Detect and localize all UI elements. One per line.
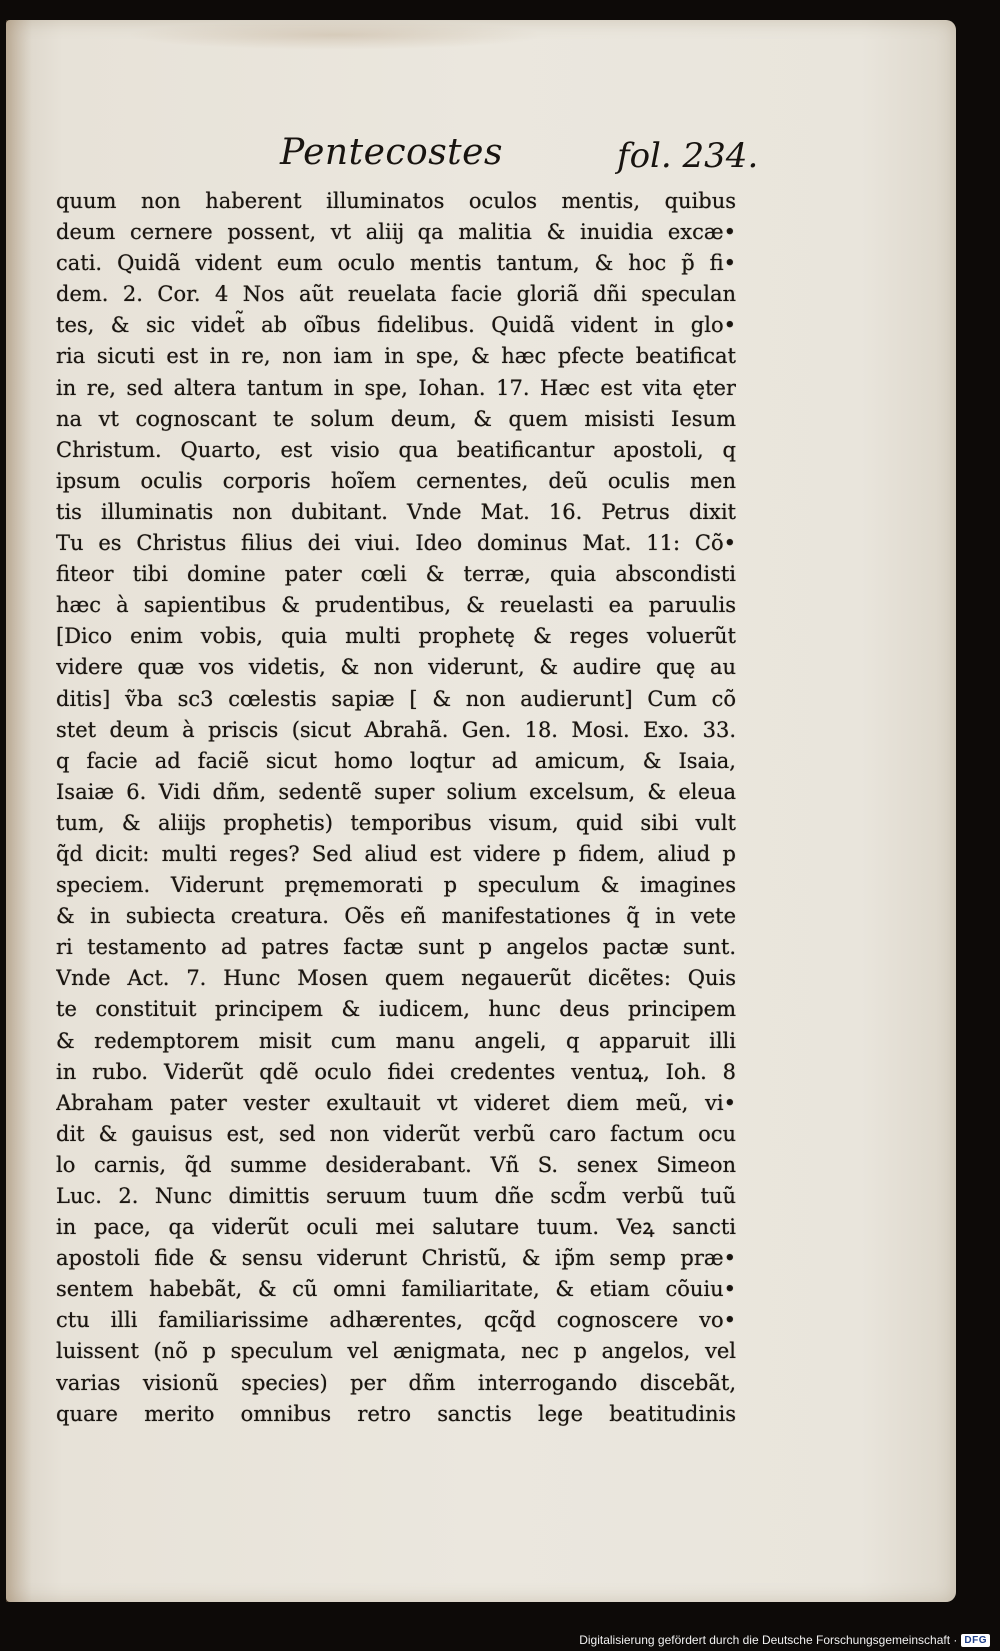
text-line: Luc. 2. Nunc dimittis seruum tuum dñe scd̃m verbũ tuũ: [56, 1184, 736, 1208]
text-line: deum cernere possent, vt aliĳ qa malitia & inuidia excæ•: [56, 220, 736, 245]
page-edge-stain: [6, 20, 32, 1602]
text-line: in re, sed altera tantum in spe, Iohan. 17. Hæc est vita ęter: [56, 375, 736, 400]
text-line: & in subiecta creatura. Oẽs eñ manifestationes q̃ in vete: [56, 904, 736, 929]
text-line: te constituit principem & iudicem, hunc deus principem: [56, 997, 736, 1022]
text-line: in rubo. Viderũt qdẽ oculo fidei credentes ventuꝝ, Ioh. 8: [56, 1059, 736, 1084]
text-line: fiteor tibi domine pater cœli & terræ, quia abscondisti: [56, 562, 736, 587]
text-line: sentem habebãt, & cũ omni familiaritate, & etiam cõuiu•: [56, 1277, 736, 1302]
text-line: quare merito omnibus retro sanctis lege beatitudinis: [56, 1401, 736, 1426]
text-line: hæc à sapientibus & prudentibus, & reuelasti ea paruulis: [56, 593, 736, 618]
text-line: dit & gauisus est, sed non viderũt verbũ caro factum ocu: [56, 1121, 736, 1146]
text-line: tes, & sic videt̃ ab oĩbus fidelibus. Quidã vident in glo•: [56, 313, 736, 338]
text-line: lo carnis, q̃d summe desiderabant. Vñ S. senex Simeon: [56, 1152, 736, 1177]
text-line: cati. Quidã vident eum oculo mentis tantum, & hoc p̃ fi•: [56, 251, 736, 276]
text-line: dem. 2. Cor. 4 Nos aũt reuelata facie gloriã dñi speculan: [56, 282, 736, 307]
text-line: Isaiæ 6. Vidi dñm, sedentẽ super solium excelsum, & eleua: [56, 779, 736, 804]
running-title: Pentecostes: [280, 132, 503, 173]
text-line: ria sicuti est in re, non iam in spe, & hæc pfecte beatificat: [56, 344, 736, 369]
text-line: Tu es Christus filius dei viui. Ideo dominus Mat. 11: Cõ•: [56, 531, 736, 556]
text-line: tis illuminatis non dubitant. Vnde Mat. 16. Petrus dixit: [56, 499, 736, 524]
text-line: ipsum oculis corporis hoĩem cernentes, deũ oculis men: [56, 468, 736, 493]
text-line: luissent (nõ p speculum vel ænigmata, nec p angelos, vel: [56, 1339, 736, 1364]
body-text: [56, 186, 736, 1430]
text-line: varias visionũ species) per dñm interrogando discebãt,: [56, 1370, 736, 1395]
folio-number: fol. 234.: [617, 136, 759, 176]
text-line: ditis] ṽba sc3 cœlestis sapiæ [ & non audierunt] Cum cõ: [56, 686, 736, 711]
credit-text: Digitalisierung gefördert durch die Deutsche Forschungsgemeinschaft ·: [579, 1633, 958, 1647]
text-line: & redemptorem misit cum manu angeli, q apparuit illi: [56, 1028, 736, 1053]
text-line: q facie ad faciẽ sicut homo loqtur ad amicum, & Isaia,: [56, 748, 736, 773]
text-line: na vt cognoscant te solum deum, & quem misisti Iesum: [56, 406, 736, 431]
text-line: Christum. Quarto, est visio qua beatificantur apostoli, q: [56, 437, 736, 462]
text-line: ctu illi familiarissime adhærentes, qcq̃d cognoscere vo•: [56, 1308, 736, 1333]
text-line: tum, & aliĳs prophetis) temporibus visum, quid sibi vult: [56, 810, 736, 835]
text-line: speciem. Viderunt pręmemorati p speculum & imagines: [56, 873, 736, 898]
text-line: ri testamento ad patres factæ sunt p angelos pactæ sunt.: [56, 935, 736, 960]
page-top-stain: [126, 20, 546, 50]
text-line: videre quæ vos videtis, & non viderunt, & audire quę au: [56, 655, 736, 680]
text-line: apostoli fide & sensu viderunt Christũ, & ip̃m semp præ•: [56, 1246, 736, 1271]
text-line: q̃d dicit: multi reges? Sed aliud est videre p fidem, aliud p: [56, 841, 736, 866]
book-page: [6, 20, 956, 1602]
text-line: in pace, qa viderũt oculi mei salutare tuum. Veꝝ sancti: [56, 1215, 736, 1240]
text-line: stet deum à priscis (sicut Abrahã. Gen. 18. Mosi. Exo. 33.: [56, 717, 736, 742]
text-line: [Dico enim vobis, quia multi prophetę & reges voluerũt: [56, 624, 736, 649]
dfg-logo: DFG: [961, 1634, 990, 1647]
text-line: Abraham pater vester exultauit vt videret diem meũ, vi•: [56, 1090, 736, 1115]
digitization-credit: [579, 1633, 990, 1647]
page-header: [6, 132, 956, 182]
text-line: quum non haberent illuminatos oculos mentis, quibus: [56, 189, 736, 213]
text-line: Vnde Act. 7. Hunc Mosen quem negauerũt dicẽtes: Quis: [56, 966, 736, 991]
